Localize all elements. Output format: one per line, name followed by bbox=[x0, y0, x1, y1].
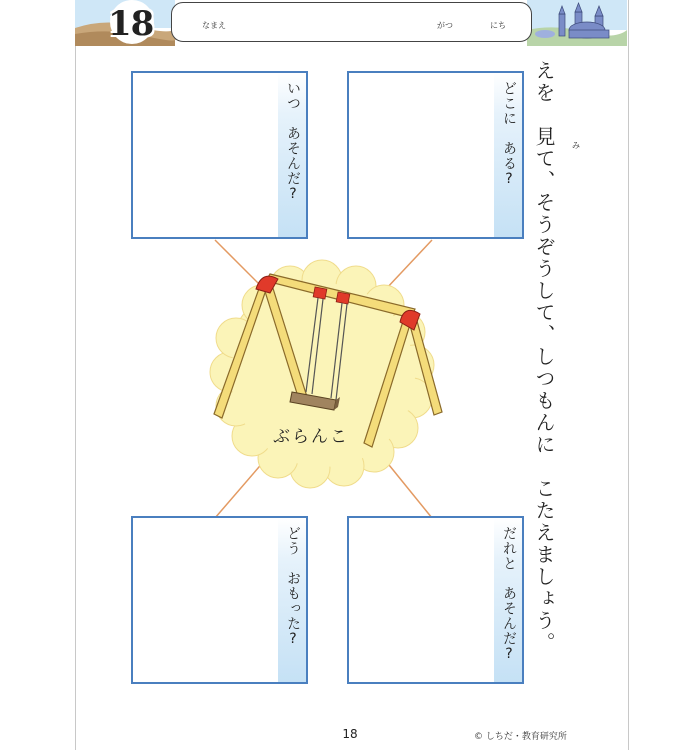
page-number: 18 bbox=[342, 727, 358, 741]
instruction-text: えを 見て、そうぞうして、しつもんに こたえましょう。 bbox=[532, 60, 556, 654]
question-strip bbox=[494, 73, 522, 237]
day-label: にち bbox=[490, 21, 506, 30]
question-box-where[interactable] bbox=[347, 71, 524, 239]
question-label: どこに ある? bbox=[501, 81, 517, 188]
furigana-mi: み bbox=[572, 141, 580, 150]
question-label: だれと あそんだ? bbox=[501, 526, 517, 663]
question-box-who[interactable] bbox=[347, 516, 524, 684]
question-strip bbox=[278, 518, 306, 682]
question-strip bbox=[278, 73, 306, 237]
month-label: がつ bbox=[437, 21, 453, 30]
question-strip bbox=[494, 518, 522, 682]
question-label: どう おもった? bbox=[285, 526, 301, 648]
question-label: いつ あそんだ? bbox=[285, 81, 301, 203]
copyright-text: © しちだ・教育研究所 bbox=[474, 732, 567, 742]
name-label: なまえ bbox=[202, 21, 226, 30]
question-box-feeling[interactable] bbox=[131, 516, 308, 684]
lesson-number: 18 bbox=[108, 4, 154, 44]
question-box-when[interactable] bbox=[131, 71, 308, 239]
center-label: ぶらんこ bbox=[273, 427, 349, 447]
